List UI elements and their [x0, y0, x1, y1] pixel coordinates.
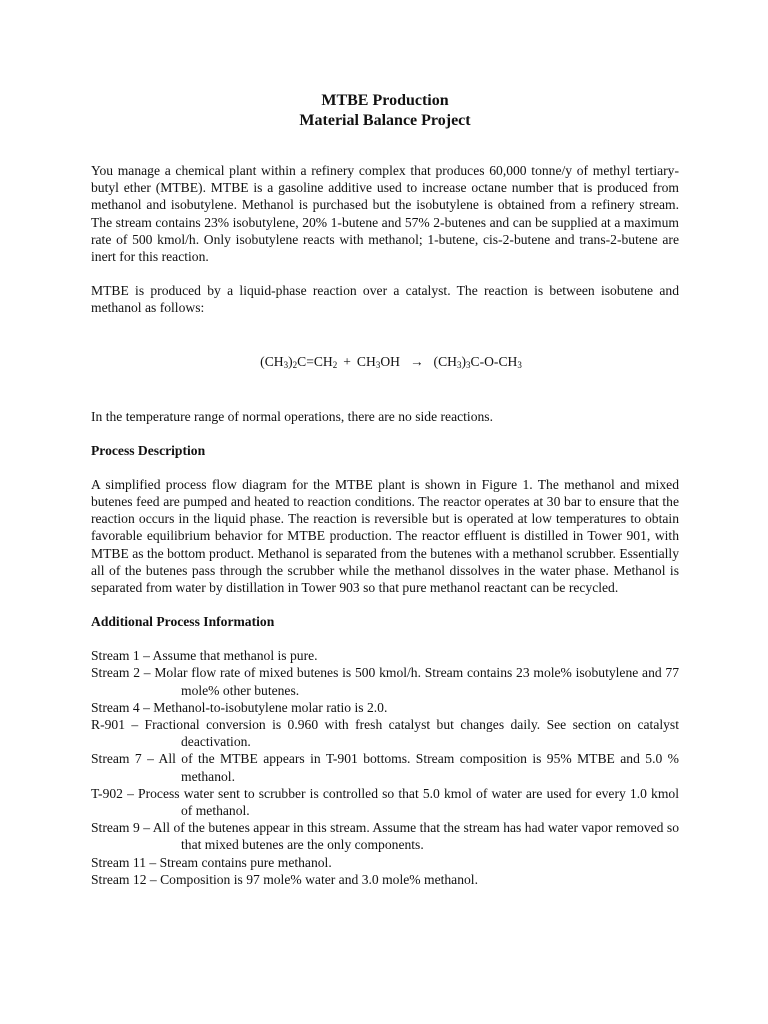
list-item: Stream 9 – All of the butenes appear in this stream. Assume that the stream has had water vapor removed so that mixed butenes are the only components.	[91, 820, 679, 853]
list-item: T-902 – Process water sent to scrubber is controlled so that 5.0 kmol of water are used for every 1.0 kmol of methanol.	[91, 785, 679, 819]
intro-paragraph: You manage a chemical plant within a refinery complex that produces 60,000 tonne/y of methyl tertiary-butyl ether (MTBE). MTBE is a gasoline additive used to increase octane number that is produced from methanol and isobutylene. Methanol is purchased but the isobutylene is obtained from a refinery stream. The stream contains 23% isobutylene, 20% 1-butene and 57% 2-butenes and can be supplied at a maximum rate of 500 kmol/h. Only isobutylene reacts with methanol; 1-butene, cis-2-butene and trans-2-butene are inert for this reaction.	[91, 163, 679, 265]
list-item: Stream 12 – Composition is 97 mole% water and 3.0 mole% methanol.	[91, 871, 478, 887]
eq-product-a: (CH	[433, 353, 457, 369]
additional-info-heading: Additional Process Information	[91, 614, 275, 630]
additional-info-list	[91, 647, 679, 888]
eq-reactant2-sub: 3	[375, 359, 381, 370]
eq-reactant1-sub1: 3	[283, 359, 289, 370]
eq-plus: +	[343, 353, 351, 369]
process-description-paragraph: A simplified process flow diagram for the MTBE plant is shown in Figure 1. The methanol and mixed butenes feed are pumped and heated to reaction conditions. The reactor operates at 30 bar to ensure that the reaction occurs in the liquid phase. The reaction is reversible but is operated at low temperatures to obtain favorable equilibrium behavior for MTBE production. The reactor effluent is distilled in Tower 901, with MTBE as the bottom product. Methanol is separated from the butenes with a methanol scrubber. Essentially all of the butenes pass through the scrubber while the methanol dissolves in the water phase. Methanol is separated from water by distillation in Tower 903 so that pure methanol reactant can be recycled.	[91, 476, 679, 596]
eq-product-sub2: 3	[466, 359, 471, 370]
eq-reactant2-a: CH	[356, 353, 376, 369]
eq-arrow: →	[409, 353, 424, 369]
side-reactions-paragraph: In the temperature range of normal operations, there are no side reactions.	[91, 408, 493, 424]
eq-reactant1-sub3: 2	[332, 359, 338, 370]
document-title-line2: Material Balance Project	[299, 112, 471, 129]
list-item: Stream 7 – All of the MTBE appears in T-901 bottoms. Stream composition is 95% MTBE and 5.0 % methanol.	[91, 751, 679, 784]
eq-reactant1-a: (CH	[260, 353, 284, 369]
list-item: Stream 1 – Assume that methanol is pure.	[91, 648, 318, 664]
eq-product-sub3: 3	[517, 359, 522, 370]
list-item: Stream 2 – Molar flow rate of mixed butenes is 500 kmol/h. Stream contains 23 mole% isobutylene and 77 mole% other butenes.	[91, 665, 679, 698]
eq-reactant2-b: OH	[380, 353, 400, 369]
eq-reactant1-sub2: 2	[292, 359, 298, 370]
list-item: Stream 11 – Stream contains pure methanol.	[91, 854, 332, 870]
reaction-equation	[91, 353, 679, 370]
eq-reactant1-b: )	[288, 353, 293, 369]
process-description-heading: Process Description	[91, 442, 206, 458]
list-item: Stream 4 – Methanol-to-isobutylene molar ratio is 2.0.	[91, 699, 388, 715]
reaction-intro-paragraph: MTBE is produced by a liquid-phase reaction over a catalyst. The reaction is between isobutene and methanol as follows:	[91, 283, 679, 316]
document-title-line1: MTBE Production	[321, 92, 449, 109]
eq-product-c: C-O-CH	[470, 353, 518, 369]
eq-product-b: )	[461, 353, 466, 369]
list-item: R-901 – Fractional conversion is 0.960 with fresh catalyst but changes daily. See section on catalyst deactivation.	[91, 717, 679, 750]
eq-reactant1-c: C=CH	[297, 353, 333, 369]
eq-product-sub1: 3	[456, 359, 462, 370]
